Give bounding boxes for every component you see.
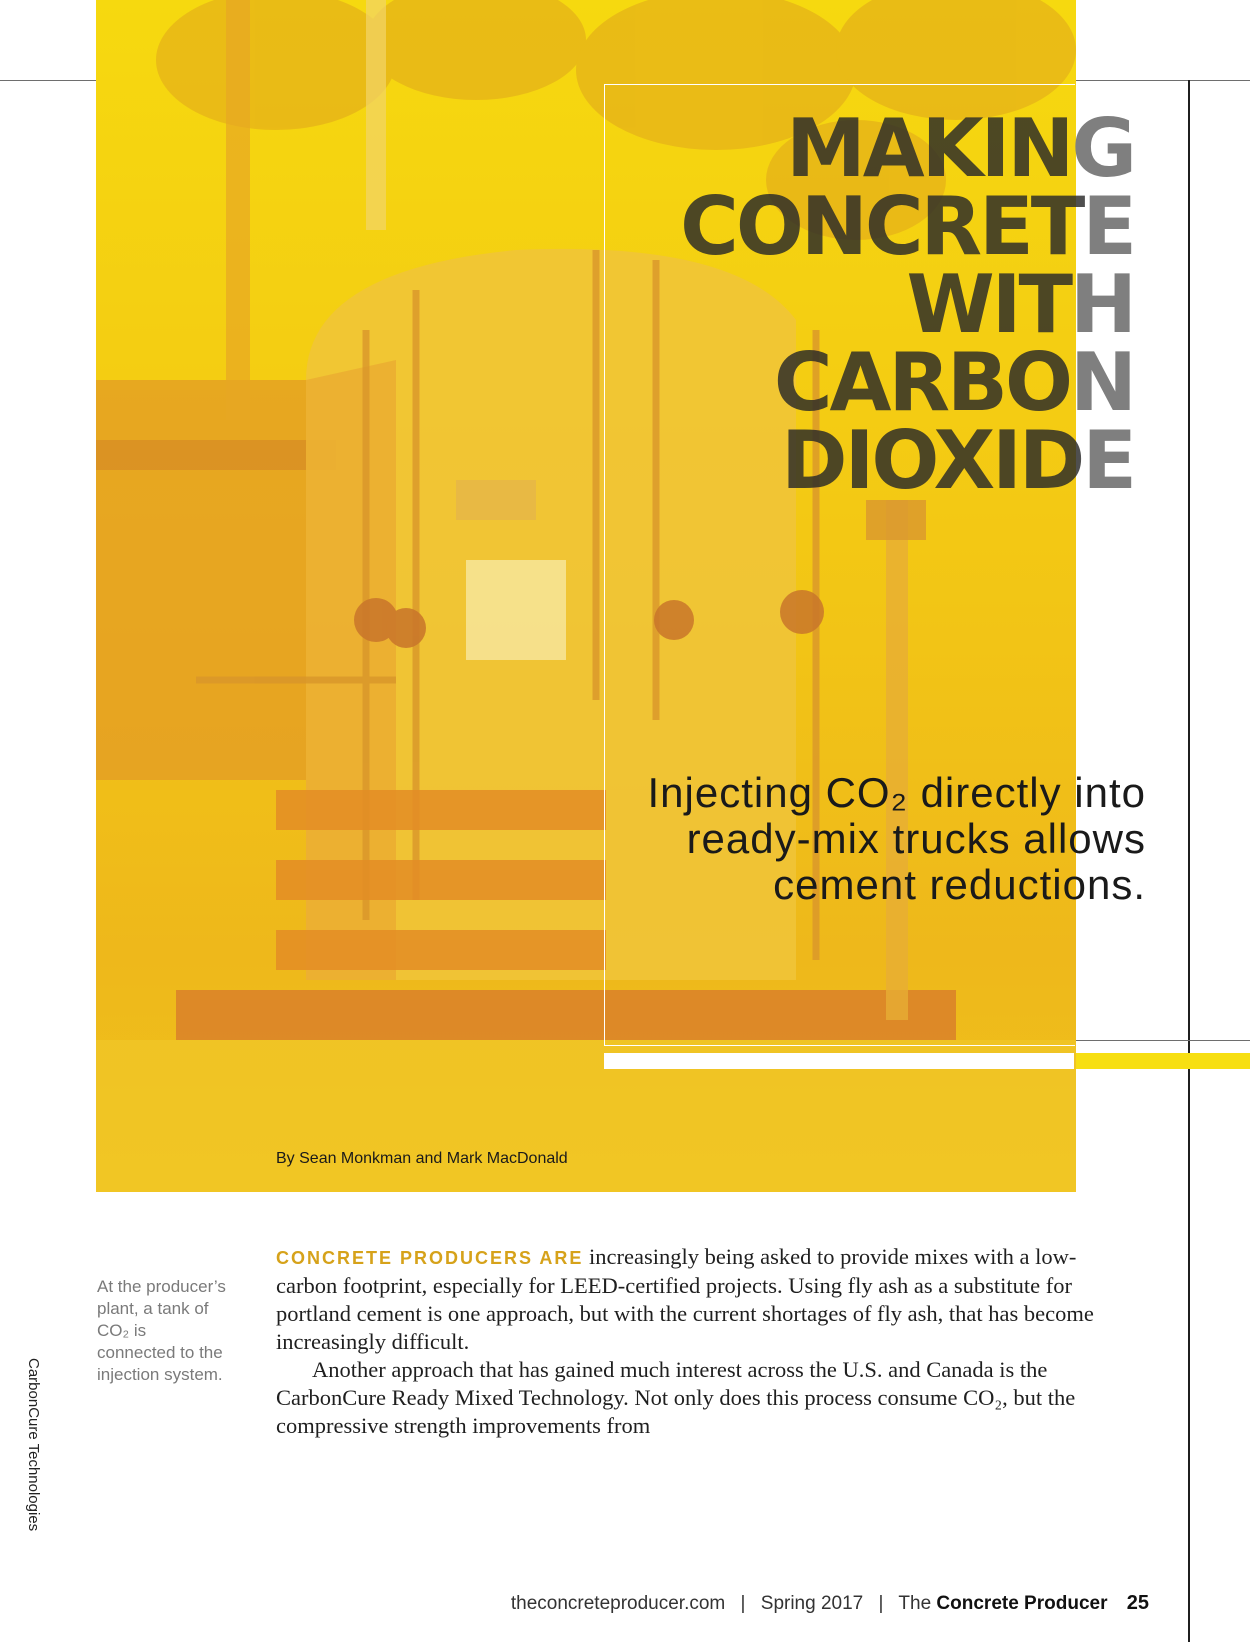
title-line-1: MAKING: [786, 102, 1134, 195]
article-deck: Injecting CO₂ directly into ready-mix trucks allows cement reductions.: [647, 769, 1146, 908]
paragraph-2: Another approach that has gained much interest across the U.S. and Canada is the CarbonCure Ready Mixed Technology. Not only does this process consume CO₂, but the compressive strength improvements from: [276, 1357, 1076, 1438]
photo-caption: At the producer’s plant, a tank of CO₂ is connected to the injection system.: [97, 1277, 226, 1384]
white-accent-bar: [604, 1053, 1074, 1069]
article-body: [276, 1243, 1136, 1440]
side-rule: [1076, 1040, 1250, 1041]
title-line-5: DIOXIDE: [781, 414, 1134, 507]
byline: By Sean Monkman and Mark MacDonald: [276, 1150, 568, 1167]
page-number: 25: [1126, 1592, 1149, 1614]
right-vertical-rule: [1188, 80, 1190, 1642]
yellow-accent-bar: [1076, 1053, 1250, 1069]
title-line-2: CONCRETE: [680, 180, 1134, 273]
footer-separator: |: [878, 1593, 884, 1614]
paragraph-1: increasingly being asked to provide mixes with a low-carbon footprint, especially for LEED-certified projects. Using fly ash as a substitute for portland cement is one approach, but with the current shortages of fly ash, that has become increasingly difficult.: [276, 1244, 1094, 1354]
footer-issue: Spring 2017: [760, 1593, 864, 1614]
title-line-4: CARBON: [773, 336, 1134, 429]
page-footer: [511, 1592, 1149, 1615]
lead-in: CONCRETE PRODUCERS ARE: [276, 1248, 584, 1268]
article-title: [680, 102, 1134, 507]
footer-website[interactable]: theconcreteproducer.com: [510, 1593, 726, 1614]
footer-magazine: Concrete Producer: [936, 1593, 1108, 1614]
footer-separator: |: [740, 1593, 746, 1614]
footer-the: The: [898, 1593, 932, 1614]
photo-credit: CarbonCure Technologies: [25, 1358, 42, 1532]
title-line-3: WITH: [906, 258, 1134, 351]
